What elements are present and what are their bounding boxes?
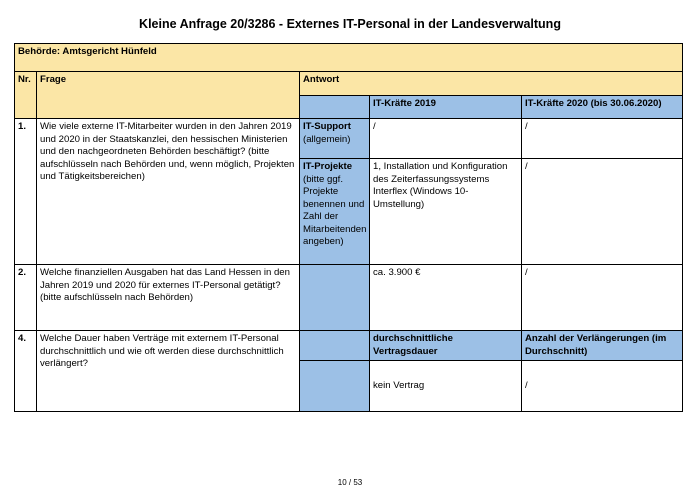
header-2019: IT-Kräfte 2019 [370,96,522,119]
header-2020: IT-Kräfte 2020 (bis 30.06.2020) [522,96,683,119]
q4-col2-header: Anzahl der Verlängerungen (im Durchschnitt) [522,331,683,361]
q1-nr: 1. [15,119,37,265]
q2-question: Welche finanziellen Ausgaben hat das Land Hessen in den Jahren 2019 und 2020 für externes IT-Personal getätigt? (bitte aufschlüsseln nach Behörden) [37,265,300,331]
q4-nr: 4. [15,331,37,412]
q1-projekte-2020: / [522,159,683,265]
header-nr: Nr. [15,72,37,119]
q4-empty-2 [300,361,370,412]
q4-col1-header: durchschnittliche Vertragsdauer [370,331,522,361]
q1-projekte-label [300,159,370,265]
q1-projekte-2019: 1, Installation und Konfiguration des Zeiterfassungssystems Interflex (Windows 10-Umstellung) [370,159,522,265]
q4-col2-value: / [522,361,683,412]
header-empty [300,96,370,119]
answer-table [14,43,683,412]
q2-empty [300,265,370,331]
authority-cell: Behörde: Amtsgericht Hünfeld [15,44,683,72]
q2-2019: ca. 3.900 € [370,265,522,331]
q2-2020: / [522,265,683,331]
header-frage: Frage [37,72,300,119]
q4-question: Welche Dauer haben Verträge mit externem IT-Personal durchschnittlich und wie oft werden diese durchschnittlich verlängert? [37,331,300,412]
q2-nr: 2. [15,265,37,331]
header-antwort: Antwort [300,72,683,96]
q1-support-label [300,119,370,159]
q1-support-2020: / [522,119,683,159]
support-sub: (allgemein) [303,133,351,145]
page-number: 10 / 53 [337,478,363,487]
q1-support-2019: / [370,119,522,159]
q4-col1-value: kein Vertrag [370,361,522,412]
support-title: IT-Support [303,121,351,132]
projekte-sub: (bitte ggf. Projekte benennen und Zahl der Mitarbeitenden angeben) [303,173,367,247]
q1-question: Wie viele externe IT-Mitarbeiter wurden in den Jahren 2019 und 2020 in der Staatskanzlei, den hessischen Ministerien und den nachgeordneten Behörden beschäftigt? (bitte aufschlüsseln nach Behörden und, wenn möglich, Projekten und Tätigkeitsbereichen) [37,119,300,265]
q4-empty-1 [300,331,370,361]
page-title: Kleine Anfrage 20/3286 - Externes IT-Personal in der Landesverwaltung [139,17,561,31]
projekte-title: IT-Projekte [303,161,353,172]
